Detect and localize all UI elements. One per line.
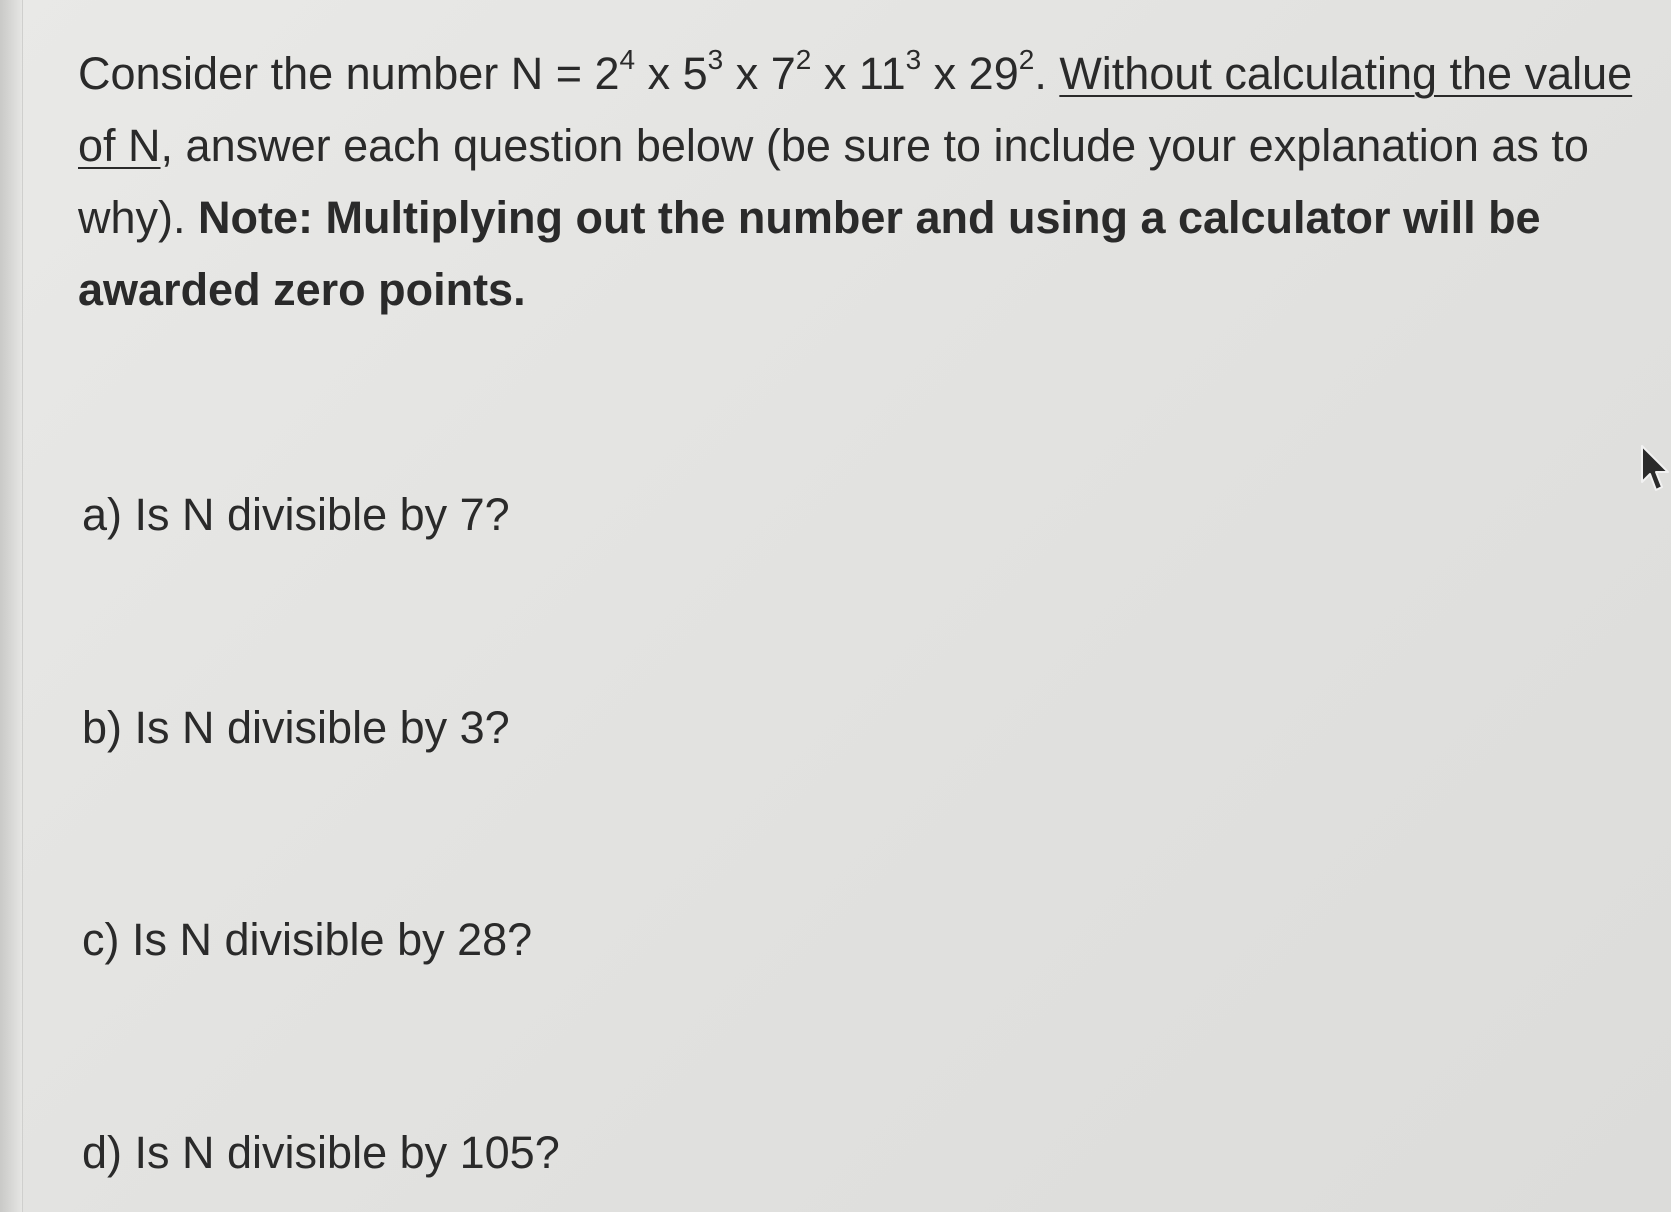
- period: .: [1034, 48, 1060, 99]
- underlined-instruction: Without calculating the value of N: [78, 48, 1633, 171]
- factor-5: x 5: [635, 48, 708, 99]
- factor-11: x 11: [811, 48, 906, 99]
- instruction-rest: , answer each question below (be sure to include your explanation as to why).: [78, 120, 1589, 243]
- question-b: b) Is N divisible by 3?: [82, 702, 510, 753]
- problem-page: [78, 38, 1638, 326]
- exponent-7: 2: [795, 44, 812, 75]
- exponent-11: 3: [905, 44, 922, 75]
- factor-29: x 29: [921, 48, 1019, 99]
- mouse-pointer-icon: [1640, 444, 1670, 496]
- question-c: c) Is N divisible by 28?: [82, 914, 533, 965]
- question-a: a) Is N divisible by 7?: [82, 489, 510, 540]
- intro-start: Consider the number N = 2: [78, 48, 620, 99]
- exponent-5: 3: [707, 44, 724, 75]
- zero-points-note: Note: Multiplying out the number and using a calculator will be awarded zero points.: [78, 192, 1541, 315]
- question-d: d) Is N divisible by 105?: [82, 1127, 560, 1178]
- factor-7: x 7: [723, 48, 796, 99]
- exponent-29: 2: [1018, 44, 1035, 75]
- problem-statement: [78, 38, 1638, 326]
- exponent-2: 4: [619, 44, 636, 75]
- screen-bezel-edge: [0, 0, 23, 1212]
